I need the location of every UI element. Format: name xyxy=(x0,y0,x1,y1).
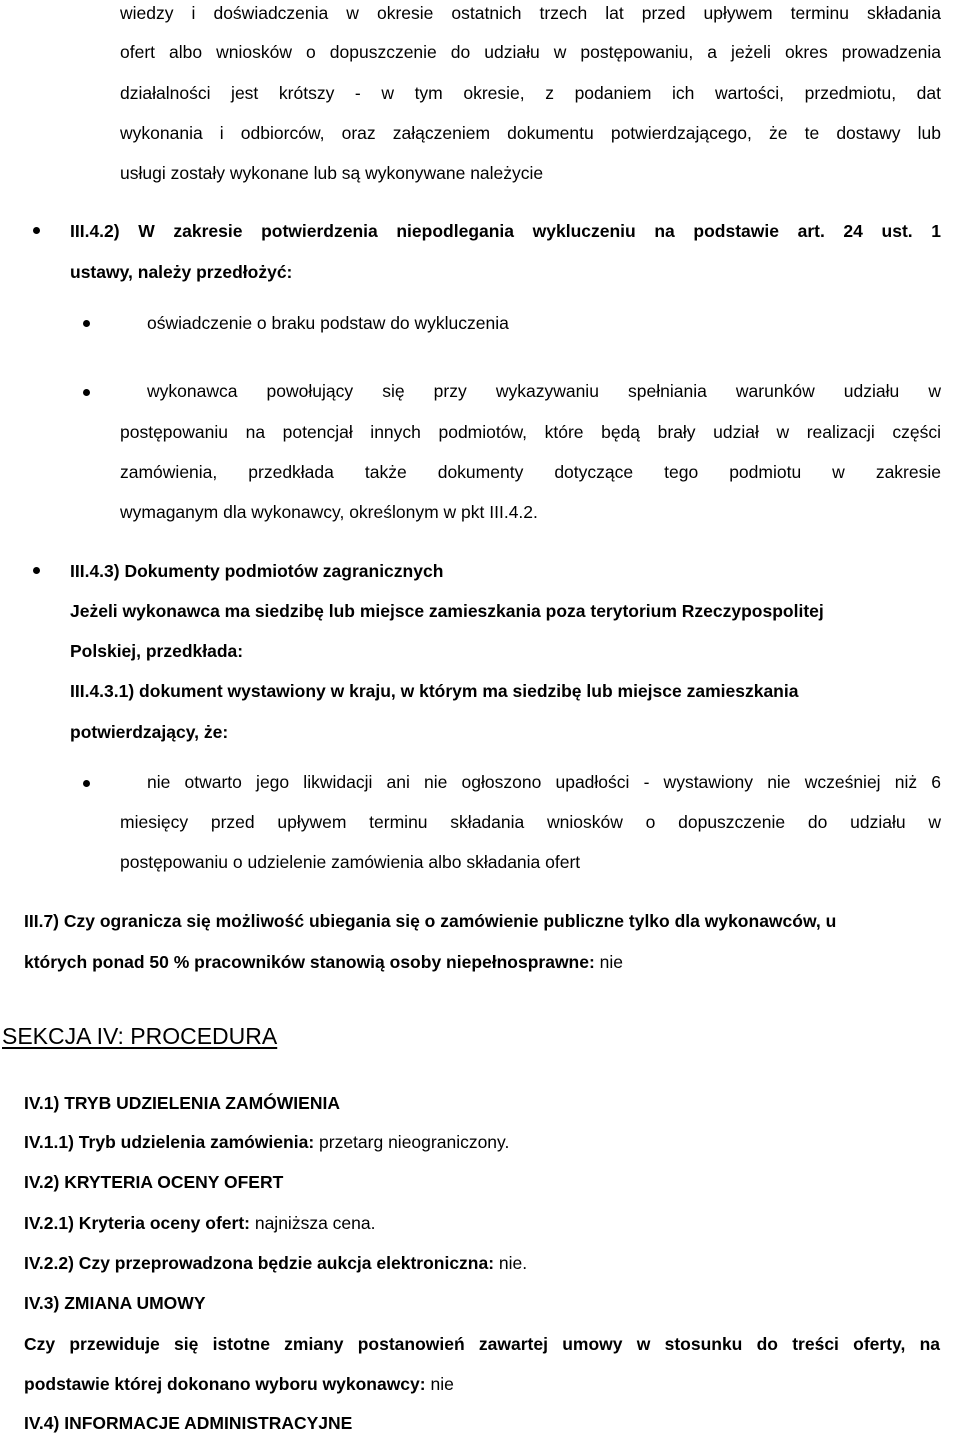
section-IV-1-title: IV.1) TRYB UDZIELENIA ZAMÓWIENIA xyxy=(24,1093,340,1113)
bullet-icon xyxy=(83,320,90,327)
section-III-7-answer: nie xyxy=(594,952,624,972)
list-item-likwidacja-cont: miesięcy przed upływem terminu składania wniosków o dopuszczenie do udziału w xyxy=(120,812,941,832)
section-III-4-3-title: III.4.3) Dokumenty podmiotów zagranicznych xyxy=(70,561,444,581)
section-IV-2-1-label: IV.2.1) Kryteria oceny ofert: xyxy=(24,1213,250,1233)
list-item-likwidacja: nie otwarto jego likwidacji ani nie ogłoszono upadłości - wystawiony nie wcześniej niż 6 xyxy=(147,772,941,792)
section-III-4-3-1-title-cont: potwierdzający, że: xyxy=(70,722,229,742)
section-III-7-question-cont xyxy=(24,951,623,973)
section-IV-2-2-value: nie. xyxy=(494,1253,528,1273)
bullet-icon xyxy=(83,780,90,787)
foreign-entities-intro-cont: Polskiej, przedkłada: xyxy=(70,641,244,661)
section-IV-3-question: Czy przewiduje się istotne zmiany postanowień zawartej umowy w stosunku do treści oferty, na xyxy=(24,1334,940,1354)
section-IV-3-question-cont xyxy=(24,1373,454,1395)
list-item-likwidacja-cont: postępowaniu o udzielenie zamówienia albo składania ofert xyxy=(120,852,581,872)
section-III-7-question: III.7) Czy ogranicza się możliwość ubiegania się o zamówienie publiczne tylko dla wykonawców, u xyxy=(24,911,837,931)
intro-line: ofert albo wniosków o dopuszczenie do udziału w postępowaniu, a jeżeli okres prowadzenia xyxy=(120,42,941,62)
list-item-wykonawca-cont: wymaganym dla wykonawcy, określonym w pkt III.4.2. xyxy=(120,502,538,522)
section-IV-heading: SEKCJA IV: PROCEDURA xyxy=(2,1023,278,1049)
intro-line: wiedzy i doświadczenia w okresie ostatnich trzech lat przed upływem terminu składania xyxy=(120,3,941,23)
bullet-icon xyxy=(33,567,40,574)
section-IV-3-answer: nie xyxy=(425,1374,454,1394)
section-IV-1-1 xyxy=(24,1131,509,1153)
section-III-7-label: których ponad 50 % pracowników stanowią osoby niepełnosprawne: xyxy=(24,952,595,972)
section-III-4-2-title-cont: ustawy, należy przedłożyć: xyxy=(70,262,293,282)
section-IV-4-title: IV.4) INFORMACJE ADMINISTRACYJNE xyxy=(24,1413,353,1433)
list-item-wykonawca-cont: postępowaniu na potencjał innych podmiotów, które będą brały udział w realizacji części xyxy=(120,422,941,442)
foreign-entities-intro: Jeżeli wykonawca ma siedzibę lub miejsce zamieszkania poza terytorium Rzeczypospolitej xyxy=(70,601,824,621)
section-IV-3-label: podstawie której dokonano wyboru wykonawcy: xyxy=(24,1374,426,1394)
intro-line: działalności jest krótszy - w tym okresie, z podaniem ich wartości, przedmiotu, dat xyxy=(120,83,941,103)
section-III-4-3-1-title: III.4.3.1) dokument wystawiony w kraju, w którym ma siedzibę lub miejsce zamieszkania xyxy=(70,681,799,701)
intro-line: usługi zostały wykonane lub są wykonywane należycie xyxy=(120,163,544,183)
section-IV-1-1-value: przetarg nieograniczony. xyxy=(314,1132,510,1152)
section-IV-1-1-label: IV.1.1) Tryb udzielenia zamówienia: xyxy=(24,1132,315,1152)
list-item-oswiadczenie: oświadczenie o braku podstaw do wykluczenia xyxy=(147,313,509,333)
bullet-icon xyxy=(33,227,40,234)
section-IV-2-title: IV.2) KRYTERIA OCENY OFERT xyxy=(24,1172,284,1192)
section-IV-2-1 xyxy=(24,1212,375,1234)
section-IV-3-title: IV.3) ZMIANA UMOWY xyxy=(24,1293,206,1313)
section-IV-2-2-label: IV.2.2) Czy przeprowadzona będzie aukcja elektroniczna: xyxy=(24,1253,495,1273)
intro-line: wykonania i odbiorców, oraz załączeniem dokumentu potwierdzającego, że te dostawy lub xyxy=(120,123,941,143)
bullet-icon xyxy=(83,389,90,396)
list-item-wykonawca: wykonawca powołujący się przy wykazywaniu spełniania warunków udziału w xyxy=(147,381,941,401)
list-item-wykonawca-cont: zamówienia, przedkłada także dokumenty dotyczące tego podmiotu w zakresie xyxy=(120,462,941,482)
section-IV-2-1-value: najniższa cena. xyxy=(249,1213,376,1233)
section-III-4-2-title: III.4.2) W zakresie potwierdzenia niepodlegania wykluczeniu na podstawie art. 24 ust. 1 xyxy=(70,221,941,241)
section-IV-2-2 xyxy=(24,1252,527,1274)
